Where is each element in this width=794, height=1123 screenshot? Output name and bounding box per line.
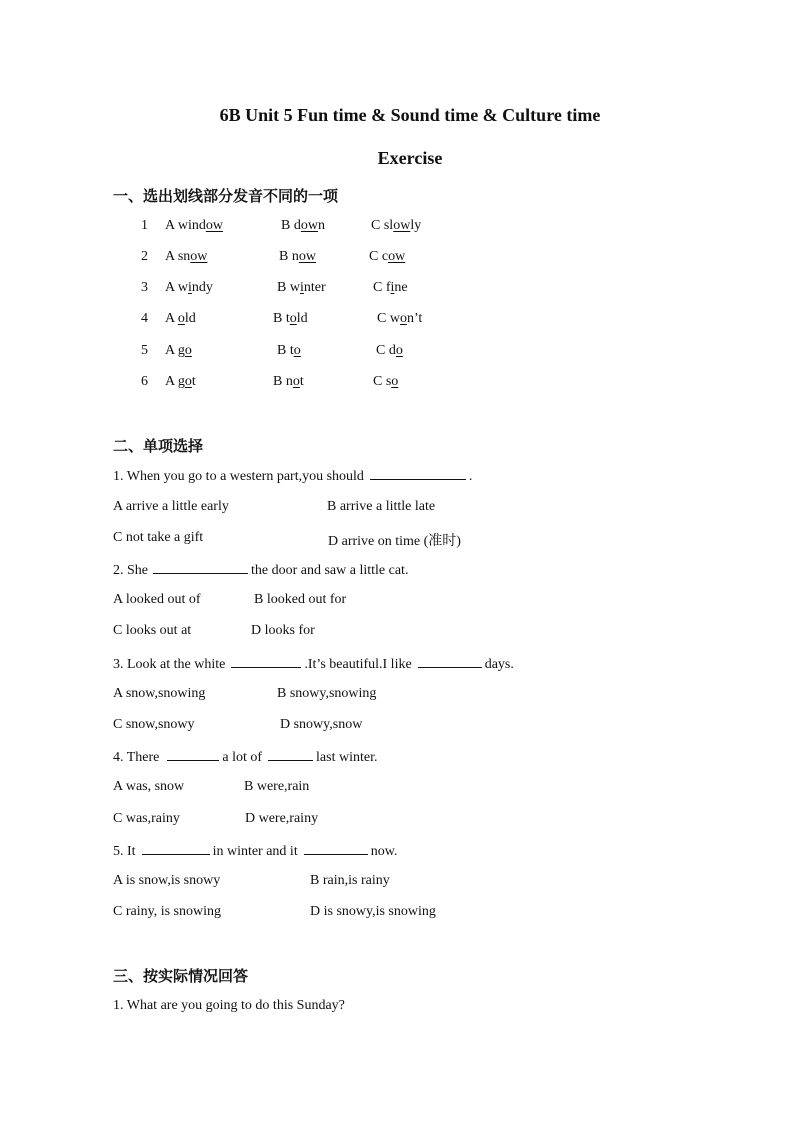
answer-blank[interactable] bbox=[231, 655, 301, 668]
q3-option-a[interactable]: A snow,snowing bbox=[113, 686, 206, 701]
section3-question-1: 1. What are you going to do this Sunday? bbox=[113, 998, 345, 1013]
option-text: B n bbox=[273, 374, 293, 389]
item-number: 1 bbox=[141, 218, 148, 233]
page-subtitle: Exercise bbox=[377, 148, 443, 168]
section3-heading: 三、按实际情况回答 bbox=[113, 967, 249, 985]
q4-option-c[interactable]: C was,rainy bbox=[113, 811, 180, 826]
option-text-end: ndy bbox=[191, 280, 213, 295]
underlined-letters: ow bbox=[298, 249, 316, 264]
question-3-end: days. bbox=[484, 657, 514, 672]
underlined-letters: o bbox=[177, 311, 185, 326]
item-number: 6 bbox=[141, 374, 148, 389]
q3-option-d[interactable]: D snowy,snow bbox=[280, 717, 363, 732]
option-text-end: n bbox=[317, 218, 325, 233]
underlined-letters: ow bbox=[300, 218, 318, 233]
question-4-end: last winter. bbox=[316, 750, 378, 765]
underlined-letters: o bbox=[395, 343, 403, 358]
item-number: 3 bbox=[141, 280, 148, 295]
option-a[interactable] bbox=[165, 280, 213, 296]
q2-option-a[interactable]: A looked out of bbox=[113, 592, 201, 607]
option-text: A wind bbox=[165, 218, 206, 233]
question-2-text: 2. She bbox=[113, 563, 148, 578]
q1-option-c[interactable]: C not take a gift bbox=[113, 530, 204, 545]
q2-option-c[interactable]: C looks out at bbox=[113, 623, 192, 638]
q1-option-d[interactable]: D arrive on time (准时) bbox=[328, 534, 461, 549]
option-text: B n bbox=[279, 249, 299, 264]
underlined-letters: o bbox=[399, 311, 407, 326]
option-text-end: ld bbox=[296, 311, 308, 326]
option-text: A sn bbox=[165, 249, 191, 264]
option-a[interactable] bbox=[165, 249, 207, 265]
item-number: 4 bbox=[141, 311, 148, 326]
option-text: B d bbox=[281, 218, 301, 233]
option-text: A g bbox=[165, 343, 185, 358]
question-3 bbox=[113, 655, 514, 673]
option-text-end: t bbox=[299, 374, 304, 389]
option-text: B t bbox=[277, 343, 294, 358]
option-text: C f bbox=[373, 280, 391, 295]
answer-blank[interactable] bbox=[418, 655, 482, 668]
option-text: B t bbox=[273, 311, 290, 326]
underlined-letters: ow bbox=[190, 249, 208, 264]
option-text: C sl bbox=[371, 218, 394, 233]
question-4 bbox=[113, 748, 377, 766]
q5-option-a[interactable]: A is snow,is snowy bbox=[113, 873, 221, 888]
question-3-text: 3. Look at the white bbox=[113, 657, 226, 672]
option-text: C s bbox=[373, 374, 392, 389]
option-text-end: ly bbox=[410, 218, 422, 233]
option-c[interactable] bbox=[369, 249, 405, 265]
option-a[interactable] bbox=[165, 311, 196, 327]
option-a[interactable] bbox=[165, 343, 192, 359]
q2-option-d[interactable]: D looks for bbox=[251, 623, 315, 638]
underlined-letters: o bbox=[391, 374, 399, 389]
underlined-letters: o bbox=[184, 374, 192, 389]
q5-option-c[interactable]: C rainy, is snowing bbox=[113, 904, 221, 919]
q5-option-b[interactable]: B rain,is rainy bbox=[310, 873, 390, 888]
q4-option-d[interactable]: D were,rainy bbox=[245, 811, 319, 826]
underlined-letters: ow bbox=[393, 218, 411, 233]
option-a[interactable] bbox=[165, 374, 196, 390]
answer-blank[interactable] bbox=[304, 842, 368, 855]
answer-blank[interactable] bbox=[142, 842, 210, 855]
option-b[interactable] bbox=[277, 280, 326, 296]
question-4-mid: a lot of bbox=[222, 750, 263, 765]
option-b[interactable] bbox=[273, 311, 308, 327]
section2-heading: 二、单项选择 bbox=[113, 437, 204, 455]
answer-blank[interactable] bbox=[268, 748, 313, 761]
underlined-letters: o bbox=[293, 343, 301, 358]
question-2 bbox=[113, 561, 408, 579]
underlined-letters: ow bbox=[388, 249, 406, 264]
q2-option-b[interactable]: B looked out for bbox=[254, 592, 347, 607]
question-1-text: 1. When you go to a western part,you should bbox=[113, 469, 364, 484]
q4-option-a[interactable]: A was, snow bbox=[113, 779, 185, 794]
q3-option-b[interactable]: B snowy,snowing bbox=[277, 686, 377, 701]
option-text-end: nter bbox=[303, 280, 326, 295]
question-5 bbox=[113, 842, 397, 860]
option-text-end: n’t bbox=[406, 311, 423, 326]
option-text-end: ne bbox=[394, 280, 408, 295]
option-c[interactable] bbox=[373, 280, 408, 296]
option-text: C d bbox=[376, 343, 396, 358]
item-number: 5 bbox=[141, 343, 148, 358]
question-5-end: now. bbox=[370, 844, 398, 859]
underlined-letters: i bbox=[187, 280, 192, 295]
q1-option-a[interactable]: A arrive a little early bbox=[113, 499, 229, 514]
question-5-text: 5. It bbox=[113, 844, 136, 859]
item-number: 2 bbox=[141, 249, 148, 264]
answer-blank[interactable] bbox=[167, 748, 219, 761]
option-text: A g bbox=[165, 374, 185, 389]
option-b[interactable] bbox=[279, 249, 316, 265]
section1-heading: 一、选出划线部分发音不同的一项 bbox=[113, 187, 339, 205]
question-4-text: 4. There bbox=[113, 750, 160, 765]
question-1 bbox=[113, 467, 472, 485]
q4-option-b[interactable]: B were,rain bbox=[244, 779, 310, 794]
underlined-letters: i bbox=[390, 280, 395, 295]
option-b[interactable] bbox=[281, 218, 325, 234]
option-text: A w bbox=[165, 280, 188, 295]
option-c[interactable] bbox=[376, 343, 403, 359]
question-3-mid: .It’s beautiful.I like bbox=[304, 657, 412, 672]
option-c[interactable] bbox=[371, 218, 421, 234]
q1-option-b[interactable]: B arrive a little late bbox=[327, 499, 436, 514]
option-text: C c bbox=[369, 249, 389, 264]
underlined-letters: ow bbox=[205, 218, 223, 233]
underlined-letters: o bbox=[184, 343, 192, 358]
answer-blank[interactable] bbox=[370, 467, 466, 480]
page-title: 6B Unit 5 Fun time & Sound time & Culture time bbox=[219, 105, 601, 125]
option-text: C w bbox=[377, 311, 400, 326]
option-c[interactable] bbox=[373, 374, 398, 390]
option-b[interactable] bbox=[277, 343, 301, 359]
underlined-letters: o bbox=[289, 311, 297, 326]
option-text: A bbox=[165, 311, 178, 326]
question-5-mid: in winter and it bbox=[212, 844, 298, 859]
underlined-letters: o bbox=[292, 374, 300, 389]
option-text-end: ld bbox=[184, 311, 196, 326]
underlined-letters: i bbox=[299, 280, 304, 295]
option-a[interactable] bbox=[165, 218, 223, 234]
option-text-end: t bbox=[191, 374, 196, 389]
option-c[interactable] bbox=[377, 311, 422, 327]
question-1-end: . bbox=[468, 469, 473, 484]
option-b[interactable] bbox=[273, 374, 304, 390]
answer-blank[interactable] bbox=[153, 561, 248, 574]
option-text: B w bbox=[277, 280, 300, 295]
question-2-end: the door and saw a little cat. bbox=[251, 563, 409, 578]
q5-option-d[interactable]: D is snowy,is snowing bbox=[310, 904, 436, 919]
q3-option-c[interactable]: C snow,snowy bbox=[113, 717, 195, 732]
